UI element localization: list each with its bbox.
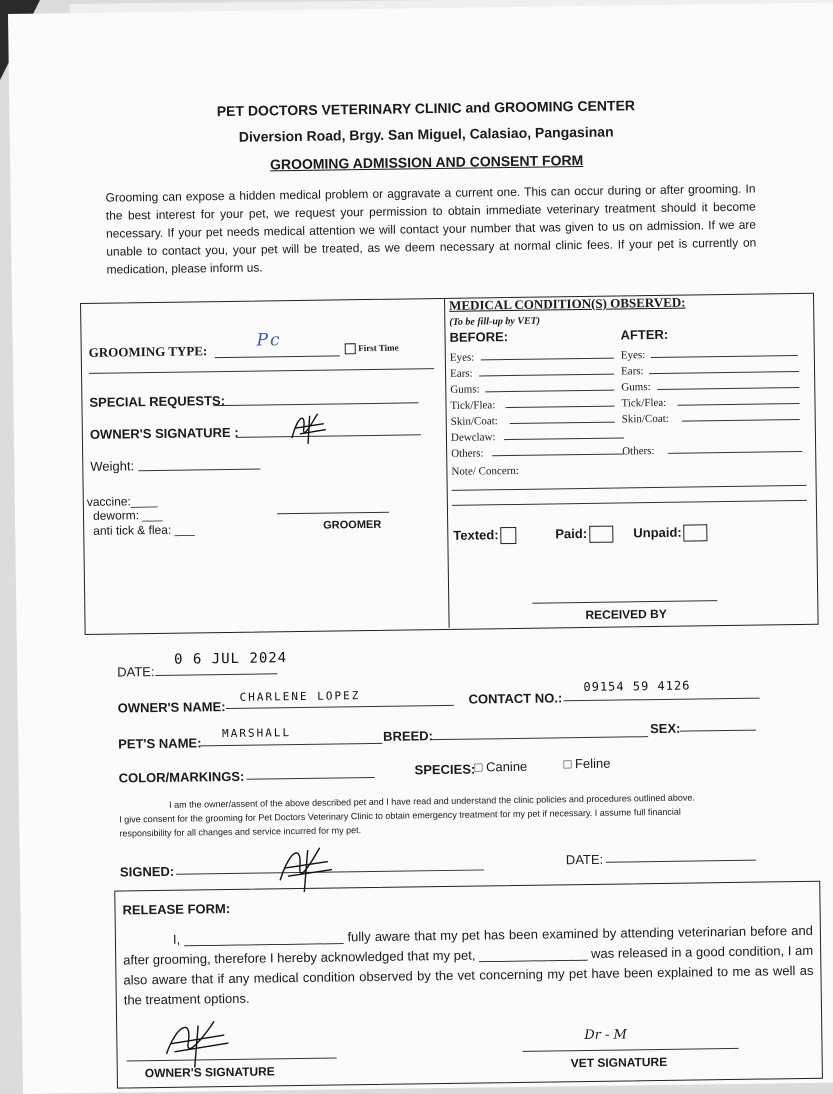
medical-subtitle: (To be fill-up by VET) <box>449 315 541 328</box>
groomer-label: GROOMER <box>323 518 382 532</box>
first-time-label: First Time <box>358 342 399 354</box>
deworm-label: deworm: ___ <box>92 507 163 523</box>
consent-date-field[interactable] <box>606 860 756 863</box>
pet-name-field[interactable] <box>200 743 382 747</box>
color-label: COLOR/MARKINGS: <box>118 768 245 786</box>
contact-value: 09154 59 4126 <box>583 678 691 695</box>
contact-label: CONTACT NO.: <box>468 690 563 707</box>
owner-signature-label: OWNER'S SIGNATURE : <box>89 424 239 442</box>
consent-line-1: I am the owner/assent of the above described pet and I have read and understand the clinic policies and procedures outlined above. <box>168 792 695 810</box>
vet-signature-value: Dr - M <box>584 1027 628 1044</box>
date-label: DATE: <box>117 664 155 680</box>
before-item: Others: <box>451 447 484 460</box>
pet-name-value: MARSHALL <box>221 726 292 741</box>
date-field[interactable] <box>155 673 277 676</box>
sex-field[interactable] <box>680 730 756 732</box>
before-item: Dewclaw: <box>450 431 496 444</box>
feline-option[interactable]: □ Feline <box>563 755 611 772</box>
medical-title: MEDICAL CONDITION(S) OBSERVED: <box>449 294 686 313</box>
vet-signature-label: VET SIGNATURE <box>570 1054 668 1071</box>
contact-field[interactable] <box>564 698 760 702</box>
release-title: RELEASE FORM: <box>122 900 231 918</box>
sex-label: SEX: <box>649 720 681 737</box>
unpaid-checkbox[interactable]: Unpaid: <box>633 524 708 542</box>
breed-field[interactable] <box>430 736 648 740</box>
owner-release-signature-scribble <box>158 1013 239 1070</box>
before-item: Skin/Coat: <box>450 415 498 428</box>
after-list <box>621 347 670 460</box>
owner-name-value: CHARLENE LOPEZ <box>239 689 361 704</box>
note-label: Note/ Concern: <box>451 464 520 478</box>
release-text: I, ______________________ fully aware that my pet has been examined by attending veterinarian before and after grooming, therefore I hereby acknowledged that my pet, _______________ was released in a good condition, I am also aware that if any medical condition observed by the vet concerning my pet have been explained to me as well as the treatment options. <box>123 922 814 1008</box>
form-sheet <box>8 2 833 1094</box>
species-label: SPECIES: <box>414 761 476 778</box>
first-time-checkbox[interactable] <box>345 343 399 355</box>
breed-label: BREED: <box>383 728 434 744</box>
date-value: 0 6 JUL 2024 <box>173 650 288 668</box>
after-item: Skin/Coat: <box>621 412 669 426</box>
before-list <box>450 349 499 462</box>
after-item: Tick/Flea: <box>621 396 667 410</box>
received-by-label: RECEIVED BY <box>585 606 667 622</box>
before-item: Ears: <box>449 367 473 380</box>
before-item: Gums: <box>450 383 480 396</box>
clinic-address: Diversion Road, Brgy. San Miguel, Calasiao, Pangasinan <box>238 123 614 145</box>
clinic-name: PET DOCTORS VETERINARY CLINIC and GROOMING CENTER <box>216 97 636 120</box>
before-label: BEFORE: <box>449 329 509 345</box>
after-item: Ears: <box>620 365 644 378</box>
consent-line-2: I give consent for the grooming for Pet Doctors Veterinary Clinic to obtain emergency treatment for my pet if necessary. I assume full financial <box>119 806 681 825</box>
before-item: Tick/Flea: <box>450 399 496 412</box>
weight-label: Weight: <box>90 458 135 474</box>
after-item: Others: <box>622 445 655 458</box>
after-label: AFTER: <box>620 326 669 343</box>
after-item: Eyes: <box>620 349 646 362</box>
antitick-label: anti tick & flea: ___ <box>93 522 195 538</box>
owner-name-field[interactable] <box>226 705 454 709</box>
before-item: Eyes: <box>449 351 475 364</box>
grooming-type-label: GROOMING TYPE: <box>88 343 208 360</box>
form-title: GROOMING ADMISSION AND CONSENT FORM <box>269 151 584 173</box>
consent-date-label: DATE: <box>565 851 604 868</box>
pet-name-label: PET'S NAME: <box>118 735 202 752</box>
vaccine-label: vaccine:____ <box>86 493 158 509</box>
paid-checkbox[interactable]: Paid: <box>555 526 613 544</box>
signed-label: SIGNED: <box>119 863 175 880</box>
owner-name-label: OWNER'S NAME: <box>117 699 226 716</box>
owner-release-signature-label: OWNER'S SIGNATURE <box>144 1064 275 1081</box>
after-item: Gums: <box>621 381 651 394</box>
canine-option[interactable]: □ Canine <box>474 758 528 775</box>
texted-checkbox[interactable]: Texted: <box>453 527 516 545</box>
consent-line-3: responsibility for all changes and service incurred for my pet. <box>119 825 362 839</box>
intro-paragraph: Grooming can expose a hidden medical problem or aggravate a current one. This can occur during or after grooming. In the best interest for your pet, we request your permission to obtain immediate veterinary treatment should it become necessary. If your pet needs medical attention we will contact your number that was given to us on admission. If we are unable to contact you, your pet will be treated, as we deem necessary at normal clinic fees. If your pet is currently on medication, please inform us. <box>105 181 757 277</box>
special-requests-label: SPECIAL REQUESTS: <box>89 393 226 410</box>
color-field[interactable] <box>247 777 375 780</box>
grooming-type-value: Pc <box>256 330 282 351</box>
owner-signature-scribble <box>284 407 335 450</box>
